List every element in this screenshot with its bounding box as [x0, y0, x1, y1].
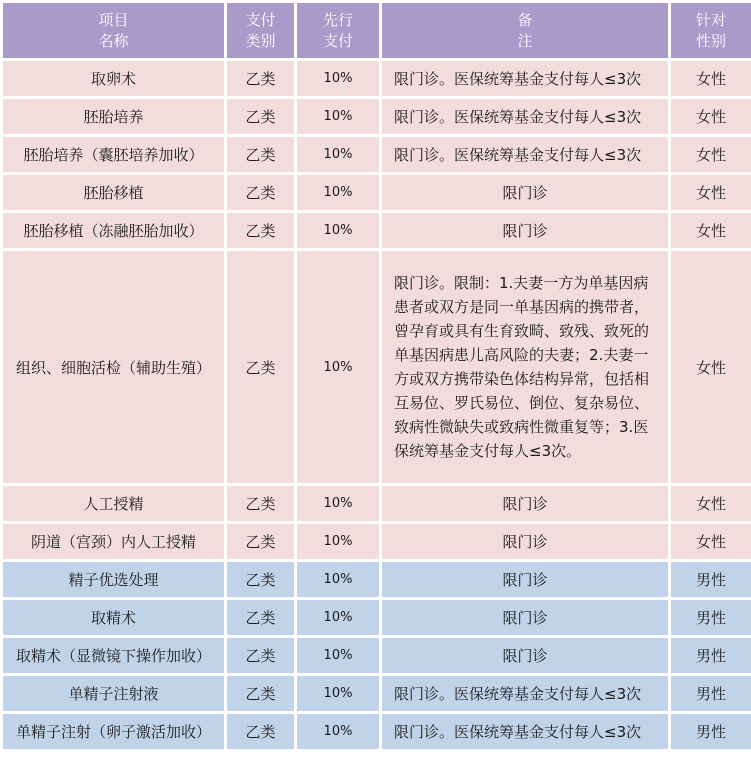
cell-note: 限门诊。医保统筹基金支付每人≤3次: [382, 137, 668, 172]
cell-item-name: 取精术: [3, 600, 224, 635]
cell-category: 乙类: [227, 486, 294, 521]
cell-sex: 男性: [671, 600, 751, 635]
cell-sex: 男性: [671, 638, 751, 673]
cell-first-pay: 10%: [297, 137, 379, 172]
cell-category: 乙类: [227, 61, 294, 96]
cell-category: 乙类: [227, 676, 294, 711]
cell-note: 限门诊: [382, 562, 668, 597]
header-note-line1: 备: [517, 10, 533, 29]
cell-sex: 女性: [671, 486, 751, 521]
cell-item-name: 胚胎移植（冻融胚胎加收）: [3, 213, 224, 248]
header-item-line2: 名称: [98, 31, 129, 50]
cell-item-name: 单精子注射（卵子激活加收）: [3, 714, 224, 749]
cell-note: 限门诊。医保统筹基金支付每人≤3次: [382, 99, 668, 134]
header-pay-category: [227, 3, 294, 58]
cell-sex: 女性: [671, 61, 751, 96]
header-pay-line2: 类别: [245, 31, 276, 50]
cell-note: 限门诊。医保统筹基金支付每人≤3次: [382, 714, 668, 749]
cell-category: 乙类: [227, 562, 294, 597]
header-pay-line1: 支付: [245, 10, 276, 29]
header-note-line2: 注: [517, 31, 533, 50]
table-row: [3, 600, 751, 635]
cell-note: 限门诊: [382, 213, 668, 248]
table-row: [3, 524, 751, 559]
cell-first-pay: 10%: [297, 99, 379, 134]
cell-first-pay: 10%: [297, 600, 379, 635]
header-note: [382, 3, 668, 58]
cell-note: 限门诊。医保统筹基金支付每人≤3次: [382, 61, 668, 96]
cell-first-pay: 10%: [297, 524, 379, 559]
cell-category: 乙类: [227, 638, 294, 673]
cell-sex: 男性: [671, 562, 751, 597]
cell-note: 限门诊: [382, 524, 668, 559]
cell-first-pay: 10%: [297, 213, 379, 248]
cell-first-pay: 10%: [297, 251, 379, 483]
cell-first-pay: 10%: [297, 562, 379, 597]
table-row: [3, 638, 751, 673]
cell-item-name: 胚胎培养: [3, 99, 224, 134]
table-row: [3, 251, 751, 483]
cell-first-pay: 10%: [297, 638, 379, 673]
cell-sex: 女性: [671, 213, 751, 248]
cell-category: 乙类: [227, 251, 294, 483]
table-row: [3, 714, 751, 749]
table-row: [3, 486, 751, 521]
header-first-line1: 先行: [322, 10, 353, 29]
table-row: [3, 61, 751, 96]
cell-first-pay: 10%: [297, 175, 379, 210]
header-item-name: [3, 3, 224, 58]
cell-sex: 女性: [671, 175, 751, 210]
cell-note: 限门诊。限制：1.夫妻一方为单基因病患者或双方是同一单基因病的携带者，曾孕育或具有生育致畸、致残、致死的单基因病患儿高风险的夫妻；2.夫妻一方或双方携带染色体结构异常，包括相互易位、罗氏易位、倒位、复杂易位、致病性微缺失或致病性微重复等；3.医保统筹基金支付每人≤3次。: [382, 251, 668, 483]
cell-note: 限门诊: [382, 175, 668, 210]
cell-first-pay: 10%: [297, 714, 379, 749]
table-row: [3, 562, 751, 597]
cell-item-name: 精子优选处理: [3, 562, 224, 597]
table-row: [3, 99, 751, 134]
cell-first-pay: 10%: [297, 486, 379, 521]
header-item-line1: 项目: [98, 10, 129, 29]
cell-category: 乙类: [227, 175, 294, 210]
table-row: [3, 213, 751, 248]
cell-category: 乙类: [227, 714, 294, 749]
header-first-pay: [297, 3, 379, 58]
cell-note: 限门诊。医保统筹基金支付每人≤3次: [382, 676, 668, 711]
header-first-line2: 支付: [322, 31, 353, 50]
cell-sex: 女性: [671, 524, 751, 559]
cell-category: 乙类: [227, 600, 294, 635]
table-row: [3, 137, 751, 172]
cell-note: 限门诊: [382, 600, 668, 635]
table-row: [3, 676, 751, 711]
cell-item-name: 胚胎培养（囊胚培养加收）: [3, 137, 224, 172]
table-row: [3, 175, 751, 210]
header-target-sex: [671, 3, 751, 58]
cell-item-name: 取精术（显微镜下操作加收）: [3, 638, 224, 673]
cell-note: 限门诊: [382, 638, 668, 673]
table-header-row: [3, 3, 751, 58]
cell-category: 乙类: [227, 213, 294, 248]
cell-first-pay: 10%: [297, 61, 379, 96]
header-sex-line1: 针对: [695, 10, 726, 29]
cell-item-name: 单精子注射液: [3, 676, 224, 711]
cell-note: 限门诊: [382, 486, 668, 521]
cell-category: 乙类: [227, 524, 294, 559]
cell-sex: 男性: [671, 714, 751, 749]
cell-item-name: 阴道（宫颈）内人工授精: [3, 524, 224, 559]
cell-category: 乙类: [227, 99, 294, 134]
cell-sex: 男性: [671, 676, 751, 711]
cell-sex: 女性: [671, 137, 751, 172]
cell-sex: 女性: [671, 251, 751, 483]
cell-sex: 女性: [671, 99, 751, 134]
cell-first-pay: 10%: [297, 676, 379, 711]
cell-item-name: 组织、细胞活检（辅助生殖）: [3, 251, 224, 483]
cell-item-name: 人工授精: [3, 486, 224, 521]
cell-item-name: 取卵术: [3, 61, 224, 96]
cell-item-name: 胚胎移植: [3, 175, 224, 210]
cell-category: 乙类: [227, 137, 294, 172]
header-sex-line2: 性别: [695, 31, 726, 50]
